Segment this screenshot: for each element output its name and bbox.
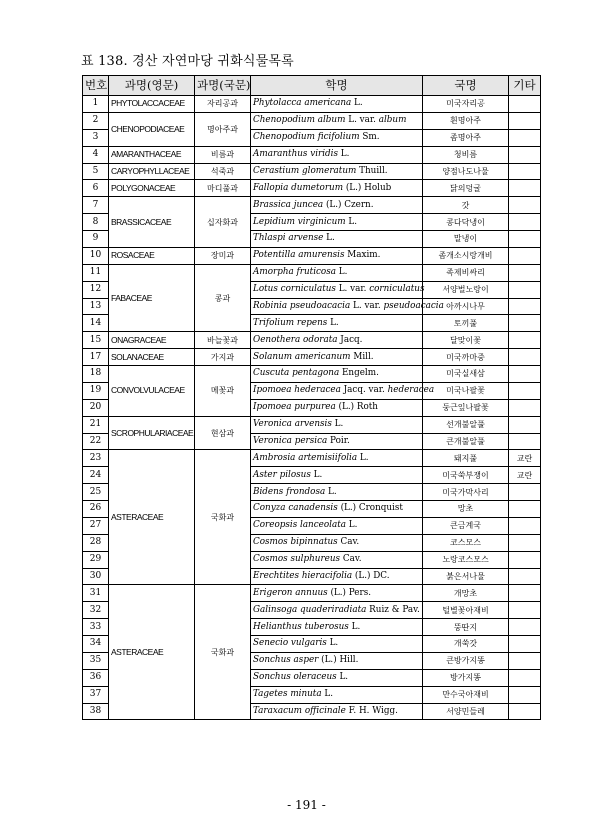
scientific-author: Sm.	[362, 132, 380, 143]
family-korean-name: 현삼과	[195, 416, 251, 450]
page-number: - 191 -	[287, 798, 326, 812]
etc-note	[509, 366, 541, 383]
etc-note	[509, 433, 541, 450]
etc-note	[509, 585, 541, 602]
scientific-name	[251, 602, 423, 619]
etc-note	[509, 214, 541, 231]
korean-name: 양점나도나물	[423, 163, 509, 180]
korean-name: 둥근잎나팔꽃	[423, 399, 509, 416]
row-number: 7	[83, 197, 109, 214]
family-english-name: ROSACEAE	[109, 247, 195, 264]
row-number: 34	[83, 636, 109, 653]
etc-note	[509, 382, 541, 399]
row-number: 31	[83, 585, 109, 602]
row-number: 37	[83, 686, 109, 703]
etc-note	[509, 129, 541, 146]
row-number: 26	[83, 501, 109, 518]
etc-note	[509, 619, 541, 636]
row-number: 1	[83, 96, 109, 113]
scientific-binomial: Cerastium glomeratum	[253, 165, 357, 176]
row-number: 29	[83, 551, 109, 568]
family-english-name: SOLANACEAE	[109, 349, 195, 366]
row-number: 25	[83, 484, 109, 501]
row-number: 13	[83, 298, 109, 315]
scientific-author: Jacq.	[340, 334, 363, 345]
scientific-binomial: Oenothera odorata	[253, 334, 338, 345]
korean-name: 털별꽃아재비	[423, 602, 509, 619]
table-row	[83, 585, 541, 602]
scientific-name	[251, 652, 423, 669]
scientific-binomial: Ipomoea purpurea	[253, 402, 336, 413]
scientific-binomial: Potentilla amurensis	[253, 250, 345, 261]
etc-note	[509, 686, 541, 703]
korean-name: 족제비싸리	[423, 264, 509, 281]
row-number: 5	[83, 163, 109, 180]
table-row	[83, 112, 541, 129]
korean-name: 큰방가지똥	[423, 652, 509, 669]
korean-name: 개망초	[423, 585, 509, 602]
korean-name: 뚱딴지	[423, 619, 509, 636]
scientific-binomial: Thlaspi arvense	[253, 233, 324, 244]
family-english-name: PHYTOLACCACEAE	[109, 96, 195, 113]
scientific-author: (L.) Cronquist	[340, 503, 403, 514]
scientific-author: L.	[313, 469, 323, 480]
korean-name: 미국나팔꽃	[423, 382, 509, 399]
naturalized-plants-table	[82, 75, 541, 720]
etc-note	[509, 197, 541, 214]
row-number: 35	[83, 652, 109, 669]
scientific-binomial: Senecio vulgaris	[253, 638, 327, 649]
table-row	[83, 197, 541, 214]
scientific-binomial: Helianthus tuberosus	[253, 621, 349, 632]
scientific-name	[251, 231, 423, 248]
table-title: 표 138. 경산 자연마당 귀화식물목록	[81, 54, 294, 69]
header-family-en: 과명(영문)	[109, 76, 195, 96]
row-number: 4	[83, 146, 109, 163]
etc-note	[509, 517, 541, 534]
scientific-infraspecific: hederacea	[387, 385, 435, 396]
scientific-binomial: Erigeron annuus	[253, 587, 328, 598]
table-row	[83, 349, 541, 366]
scientific-author: Ruiz & Pav.	[369, 604, 420, 615]
family-english-name: BRASSICACEAE	[109, 197, 195, 248]
korean-name: 미국가막사리	[423, 484, 509, 501]
table-row	[83, 450, 541, 467]
scientific-name	[251, 197, 423, 214]
row-number: 30	[83, 568, 109, 585]
etc-note	[509, 484, 541, 501]
scientific-author: L.	[340, 149, 350, 160]
scientific-name	[251, 636, 423, 653]
scientific-infraspecific: corniculatus	[369, 284, 425, 295]
etc-note	[509, 568, 541, 585]
scientific-author: Mill.	[353, 351, 374, 362]
korean-name: 방가지똥	[423, 669, 509, 686]
scientific-name	[251, 433, 423, 450]
scientific-author: L.	[324, 689, 334, 700]
row-number: 9	[83, 231, 109, 248]
row-number: 32	[83, 602, 109, 619]
korean-name: 갓	[423, 197, 509, 214]
scientific-binomial: Lepidium virginicum	[253, 216, 346, 227]
scientific-binomial: Sonchus oleraceus	[253, 672, 337, 683]
scientific-name	[251, 501, 423, 518]
scientific-binomial: Coreopsis lanceolata	[253, 520, 346, 531]
scientific-binomial: Chenopodium album	[253, 115, 346, 126]
scientific-author: (L.) Holub	[345, 182, 392, 193]
scientific-name	[251, 129, 423, 146]
scientific-binomial: Trifolium repens	[253, 317, 328, 328]
row-number: 23	[83, 450, 109, 467]
scientific-name	[251, 180, 423, 197]
korean-name: 망초	[423, 501, 509, 518]
scientific-author: L. var.	[338, 284, 367, 295]
etc-note	[509, 669, 541, 686]
scientific-author: Poir.	[330, 435, 350, 446]
scientific-binomial: Sonchus asper	[253, 655, 319, 666]
korean-name: 좀개소시랑개비	[423, 247, 509, 264]
scientific-name	[251, 332, 423, 349]
scientific-binomial: Erechtites hieracifolia	[253, 570, 353, 581]
family-english-name: CONVOLVULACEAE	[109, 366, 195, 417]
row-number: 2	[83, 112, 109, 129]
scientific-author: (L.) Pers.	[330, 587, 372, 598]
table-body	[83, 96, 541, 720]
korean-name: 서양벌노랑이	[423, 281, 509, 298]
scientific-name	[251, 112, 423, 129]
scientific-name	[251, 619, 423, 636]
table-row	[83, 366, 541, 383]
scientific-name	[251, 298, 444, 315]
scientific-binomial: Brassica juncea	[253, 199, 324, 210]
scientific-author: Cav.	[342, 554, 362, 565]
korean-name: 토끼풀	[423, 315, 509, 332]
scientific-author: L.	[330, 317, 339, 328]
scientific-name	[251, 416, 423, 433]
family-korean-name: 석죽과	[195, 163, 251, 180]
scientific-binomial: Bidens frondosa	[253, 486, 326, 497]
row-number: 20	[83, 399, 109, 416]
etc-note	[509, 231, 541, 248]
scientific-name	[251, 703, 423, 720]
korean-name: 붉은서나물	[423, 568, 509, 585]
scientific-author: (L.) DC.	[354, 570, 390, 581]
family-korean-name: 가지과	[195, 349, 251, 366]
scientific-author: L. var.	[348, 115, 376, 126]
table-row	[83, 332, 541, 349]
family-english-name: SCROPHULARIACEAE	[109, 416, 195, 450]
korean-name: 콩다닥냉이	[423, 214, 509, 231]
scientific-author: L.	[348, 216, 358, 227]
scientific-author: L.	[348, 520, 358, 531]
etc-note	[509, 96, 541, 113]
korean-name: 개쑥갓	[423, 636, 509, 653]
etc-note	[509, 551, 541, 568]
scientific-name	[251, 551, 423, 568]
scientific-binomial: Chenopodium ficifolium	[253, 132, 360, 143]
family-korean-name: 콩과	[195, 264, 251, 332]
etc-note	[509, 501, 541, 518]
row-number: 17	[83, 349, 109, 366]
scientific-binomial: Lotus corniculatus	[253, 284, 336, 295]
scientific-author: L.	[339, 672, 349, 683]
etc-note	[509, 349, 541, 366]
scientific-binomial: Phytolacca americana	[253, 98, 352, 109]
table-header-row	[83, 76, 541, 96]
scientific-author: L.	[338, 267, 348, 278]
scientific-author: L.	[359, 452, 369, 463]
scientific-author: Maxim.	[347, 250, 381, 261]
korean-name: 달맞이꽃	[423, 332, 509, 349]
family-english-name: POLYGONACEAE	[109, 180, 195, 197]
scientific-author: L.	[351, 621, 361, 632]
etc-note	[509, 416, 541, 433]
scientific-author: Thuill.	[359, 165, 388, 176]
korean-name: 큰금계국	[423, 517, 509, 534]
scientific-name	[251, 484, 423, 501]
korean-name: 청비름	[423, 146, 509, 163]
scientific-name	[251, 669, 423, 686]
row-number: 14	[83, 315, 109, 332]
family-korean-name: 마디풀과	[195, 180, 251, 197]
table-row	[83, 146, 541, 163]
row-number: 11	[83, 264, 109, 281]
row-number: 15	[83, 332, 109, 349]
family-english-name: CARYOPHYLLACEAE	[109, 163, 195, 180]
family-korean-name: 국화과	[195, 585, 251, 720]
table-row	[83, 416, 541, 433]
etc-note	[509, 652, 541, 669]
korean-name: 닭의덩굴	[423, 180, 509, 197]
family-english-name: ONAGRACEAE	[109, 332, 195, 349]
scientific-name	[251, 264, 423, 281]
scientific-name	[251, 450, 423, 467]
family-korean-name: 국화과	[195, 450, 251, 585]
row-number: 28	[83, 534, 109, 551]
family-korean-name: 명아주과	[195, 112, 251, 146]
scientific-author: Cav.	[340, 537, 360, 548]
korean-name: 선개불알풀	[423, 416, 509, 433]
scientific-binomial: Veronica arvensis	[253, 419, 332, 430]
korean-name: 미국실새삼	[423, 366, 509, 383]
scientific-author: (L.) Czern.	[325, 199, 374, 210]
header-etc: 기타	[509, 76, 541, 96]
korean-name: 미국자리공	[423, 96, 509, 113]
scientific-infraspecific: album	[378, 115, 407, 126]
scientific-name	[251, 247, 423, 264]
scientific-author: Jacq. var.	[343, 385, 385, 396]
row-number: 24	[83, 467, 109, 484]
etc-note	[509, 636, 541, 653]
row-number: 18	[83, 366, 109, 383]
row-number: 3	[83, 129, 109, 146]
scientific-binomial: Tagetes minuta	[253, 689, 322, 700]
scientific-author: L.	[326, 233, 335, 244]
scientific-name	[251, 315, 423, 332]
scientific-name	[251, 686, 423, 703]
korean-name: 말냉이	[423, 231, 509, 248]
row-number: 8	[83, 214, 109, 231]
row-number: 27	[83, 517, 109, 534]
scientific-binomial: Aster pilosus	[253, 469, 311, 480]
family-english-name: ASTERACEAE	[109, 585, 195, 720]
scientific-binomial: Veronica persica	[253, 435, 328, 446]
row-number: 36	[83, 669, 109, 686]
korean-name: 코스모스	[423, 534, 509, 551]
row-number: 21	[83, 416, 109, 433]
scientific-binomial: Cuscuta pentagona	[253, 368, 340, 379]
family-english-name: AMARANTHACEAE	[109, 146, 195, 163]
table-row	[83, 264, 541, 281]
row-number: 19	[83, 382, 109, 399]
scientific-binomial: Ipomoea hederacea	[253, 385, 341, 396]
scientific-author: L.	[328, 486, 337, 497]
scientific-author: L.	[329, 638, 339, 649]
scientific-binomial: Cosmos bipinnatus	[253, 537, 338, 548]
scientific-author: L.	[334, 419, 344, 430]
family-korean-name: 메꽃과	[195, 366, 251, 417]
etc-note	[509, 534, 541, 551]
scientific-binomial: Conyza canadensis	[253, 503, 338, 514]
table-row	[83, 163, 541, 180]
etc-note	[509, 112, 541, 129]
etc-note	[509, 281, 541, 298]
scientific-author: Engelm.	[342, 368, 379, 379]
etc-note	[509, 247, 541, 264]
etc-note	[509, 399, 541, 416]
scientific-name	[251, 399, 423, 416]
etc-note: 교란	[509, 467, 541, 484]
family-korean-name: 비름과	[195, 146, 251, 163]
korean-name: 큰개불알풀	[423, 433, 509, 450]
etc-note	[509, 332, 541, 349]
family-korean-name: 십자화과	[195, 197, 251, 248]
scientific-name	[251, 366, 423, 383]
family-korean-name: 자리공과	[195, 96, 251, 113]
scientific-binomial: Solanum americanum	[253, 351, 351, 362]
scientific-binomial: Amaranthus viridis	[253, 149, 338, 160]
row-number: 12	[83, 281, 109, 298]
korean-name: 미국쑥부쟁이	[423, 467, 509, 484]
scientific-author: F. H. Wigg.	[348, 705, 398, 716]
header-no: 번호	[83, 76, 109, 96]
scientific-name	[251, 163, 423, 180]
family-english-name: FABACEAE	[109, 264, 195, 332]
scientific-binomial: Cosmos sulphureus	[253, 554, 341, 565]
scientific-name	[251, 214, 423, 231]
scientific-binomial: Ambrosia artemisiifolia	[253, 452, 358, 463]
scientific-name	[251, 534, 423, 551]
korean-name: 아까시나무	[423, 298, 509, 315]
korean-name: 돼지풀	[423, 450, 509, 467]
scientific-name	[251, 585, 423, 602]
etc-note	[509, 146, 541, 163]
scientific-name	[251, 568, 423, 585]
header-korean-name: 국명	[423, 76, 509, 96]
scientific-name	[251, 467, 423, 484]
korean-name: 미국까마중	[423, 349, 509, 366]
scientific-binomial: Fallopia dumetorum	[253, 182, 344, 193]
table-row	[83, 247, 541, 264]
scientific-author: (L.) Hill.	[321, 655, 359, 666]
scientific-name	[251, 281, 423, 298]
etc-note	[509, 602, 541, 619]
etc-note: 교란	[509, 450, 541, 467]
korean-name: 노랑코스모스	[423, 551, 509, 568]
scientific-name	[251, 349, 423, 366]
korean-name: 좀명아주	[423, 129, 509, 146]
korean-name: 서양민들레	[423, 703, 509, 720]
table-row	[83, 96, 541, 113]
etc-note	[509, 180, 541, 197]
family-english-name: ASTERACEAE	[109, 450, 195, 585]
etc-note	[509, 298, 541, 315]
header-family-ko: 과명(국문)	[195, 76, 251, 96]
family-korean-name: 바늘꽃과	[195, 332, 251, 349]
row-number: 10	[83, 247, 109, 264]
scientific-author: L. var.	[353, 300, 381, 311]
etc-note	[509, 703, 541, 720]
row-number: 38	[83, 703, 109, 720]
scientific-name	[251, 96, 423, 113]
scientific-name	[251, 146, 423, 163]
row-number: 6	[83, 180, 109, 197]
row-number: 22	[83, 433, 109, 450]
etc-note	[509, 264, 541, 281]
scientific-name	[251, 382, 435, 399]
scientific-infraspecific: pseudoacacia	[383, 300, 444, 311]
header-scientific-name: 학명	[251, 76, 423, 96]
family-korean-name: 장미과	[195, 247, 251, 264]
family-english-name: CHENOPODIACEAE	[109, 112, 195, 146]
scientific-author: (L.) Roth	[338, 402, 378, 413]
row-number: 33	[83, 619, 109, 636]
korean-name: 흰명아주	[423, 112, 509, 129]
scientific-binomial: Robinia pseudoacacia	[253, 300, 351, 311]
etc-note	[509, 163, 541, 180]
scientific-binomial: Amorpha fruticosa	[253, 267, 336, 278]
scientific-name	[251, 517, 423, 534]
scientific-author: L.	[354, 98, 363, 109]
scientific-binomial: Galinsoga quaderiradiata	[253, 604, 367, 615]
korean-name: 만수국아재비	[423, 686, 509, 703]
table-row	[83, 180, 541, 197]
scientific-binomial: Taraxacum officinale	[253, 705, 346, 716]
etc-note	[509, 315, 541, 332]
